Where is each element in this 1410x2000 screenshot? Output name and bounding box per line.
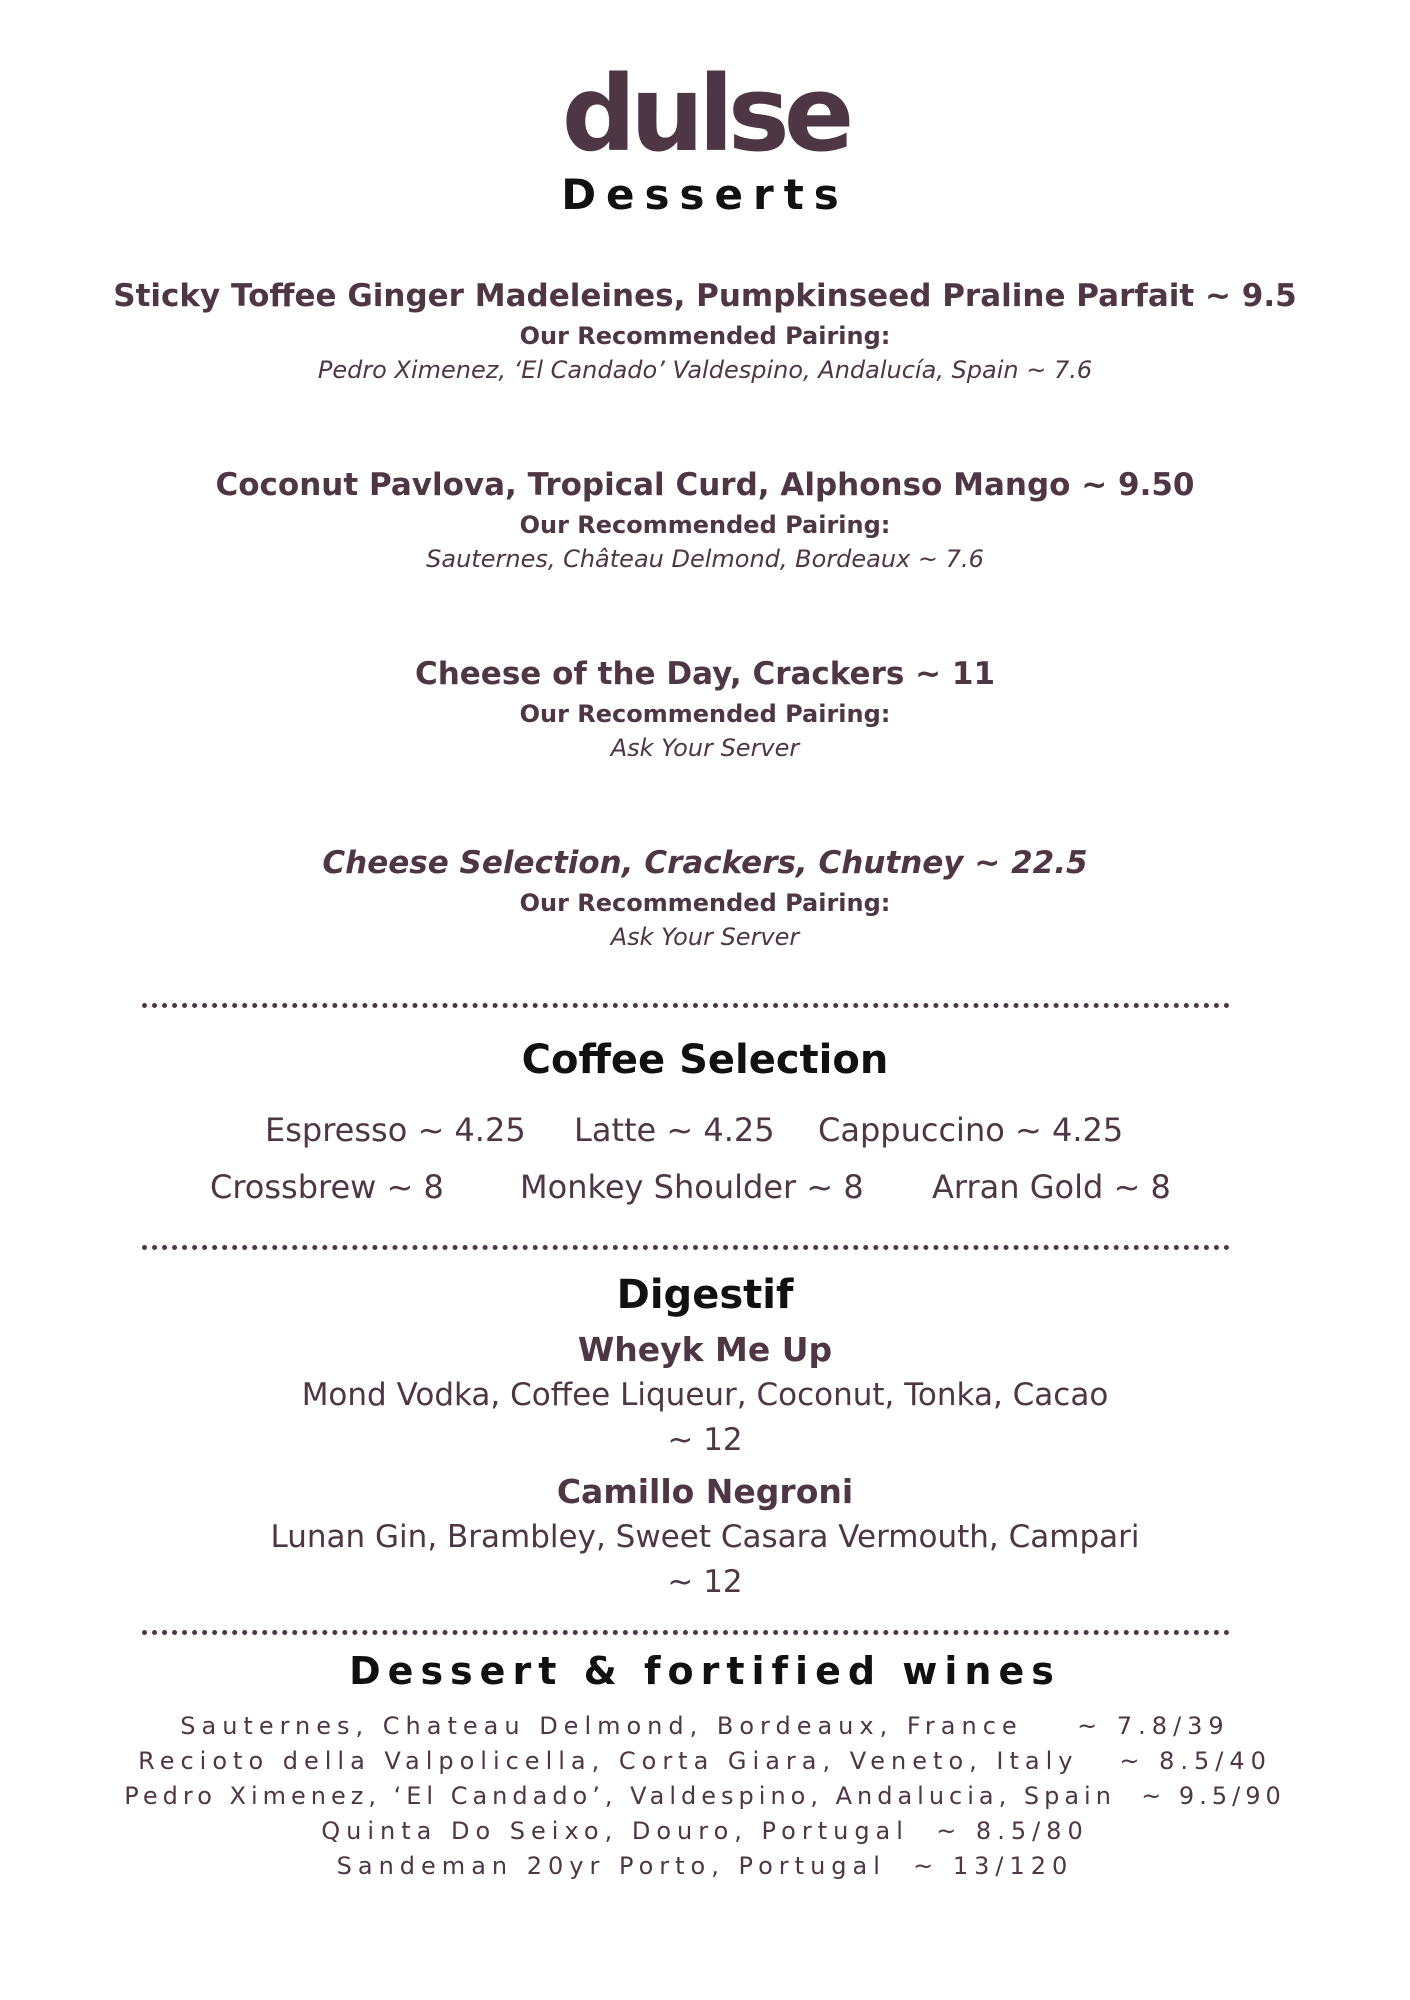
wine-item: Quinta Do Seixo, Douro, Portugal ~ 8.5/80: [321, 1817, 1089, 1845]
cocktail-description: Lunan Gin, Brambley, Sweet Casara Vermouth, Campari: [270, 1519, 1140, 1555]
cocktail-description: Mond Vodka, Coffee Liqueur, Coconut, Tonka, Cacao: [301, 1377, 1109, 1413]
dessert-name: Cheese of the Day, Crackers ~ 11: [414, 656, 996, 692]
coffee-item: Arran Gold ~ 8: [932, 1168, 1171, 1206]
pairing-wine: Ask Your Server: [610, 923, 800, 952]
pairing-label: Our Recommended Pairing:: [519, 889, 891, 918]
coffee-item: Crossbrew ~ 8: [210, 1168, 444, 1206]
wine-item: Sauternes, Chateau Delmond, Bordeaux, France ~ 7.8/39: [180, 1712, 1230, 1740]
cocktail-price: ~ 12: [667, 1564, 743, 1600]
pairing-label: Our Recommended Pairing:: [519, 700, 891, 729]
dotted-divider: [142, 1630, 1230, 1635]
coffee-item: Espresso ~ 4.25: [265, 1111, 526, 1149]
coffee-item: Latte ~ 4.25: [574, 1111, 775, 1149]
brand-logo: dulse: [561, 53, 849, 175]
dessert-name: Sticky Toffee Ginger Madeleines, Pumpkinseed Praline Parfait ~ 9.5: [113, 278, 1297, 314]
digestif-section-title: Digestif: [616, 1272, 794, 1318]
pairing-wine: Sauternes, Château Delmond, Bordeaux ~ 7.6: [426, 545, 984, 574]
dotted-divider: [142, 1003, 1230, 1008]
wine-item: Sandeman 20yr Porto, Portugal ~ 13/120: [336, 1852, 1074, 1880]
wines-section-title: Dessert & fortified wines: [349, 1649, 1061, 1693]
dessert-name: Coconut Pavlova, Tropical Curd, Alphonso Mango ~ 9.50: [215, 467, 1195, 503]
dessert-item: [0, 656, 1410, 763]
pairing-label: Our Recommended Pairing:: [519, 511, 891, 540]
dessert-item: [0, 278, 1410, 385]
pairing-label: Our Recommended Pairing:: [519, 322, 891, 351]
wine-item: Pedro Ximenez, ‘El Candado’, Valdespino, Andalucia, Spain ~ 9.5/90: [124, 1782, 1286, 1810]
coffee-item: Cappuccino ~ 4.25: [818, 1111, 1124, 1149]
pairing-wine: Pedro Ximenez, ‘El Candado’ Valdespino, Andalucía, Spain ~ 7.6: [317, 356, 1093, 385]
wine-item: Recioto della Valpolicella, Corta Giara, Veneto, Italy ~ 8.5/40: [138, 1747, 1272, 1775]
page-title: Desserts: [561, 170, 849, 219]
coffee-item: Monkey Shoulder ~ 8: [520, 1168, 864, 1206]
cocktail-price: ~ 12: [667, 1422, 743, 1458]
dessert-name: Cheese Selection, Crackers, Chutney ~ 22.5: [322, 845, 1088, 881]
dessert-item: [0, 845, 1410, 952]
pairing-wine: Ask Your Server: [610, 734, 800, 763]
dotted-divider: [142, 1245, 1230, 1250]
dessert-item: [0, 467, 1410, 574]
cocktail-name: Wheyk Me Up: [577, 1330, 833, 1369]
coffee-section-title: Coffee Selection: [521, 1037, 889, 1083]
cocktail-name: Camillo Negroni: [556, 1472, 854, 1511]
